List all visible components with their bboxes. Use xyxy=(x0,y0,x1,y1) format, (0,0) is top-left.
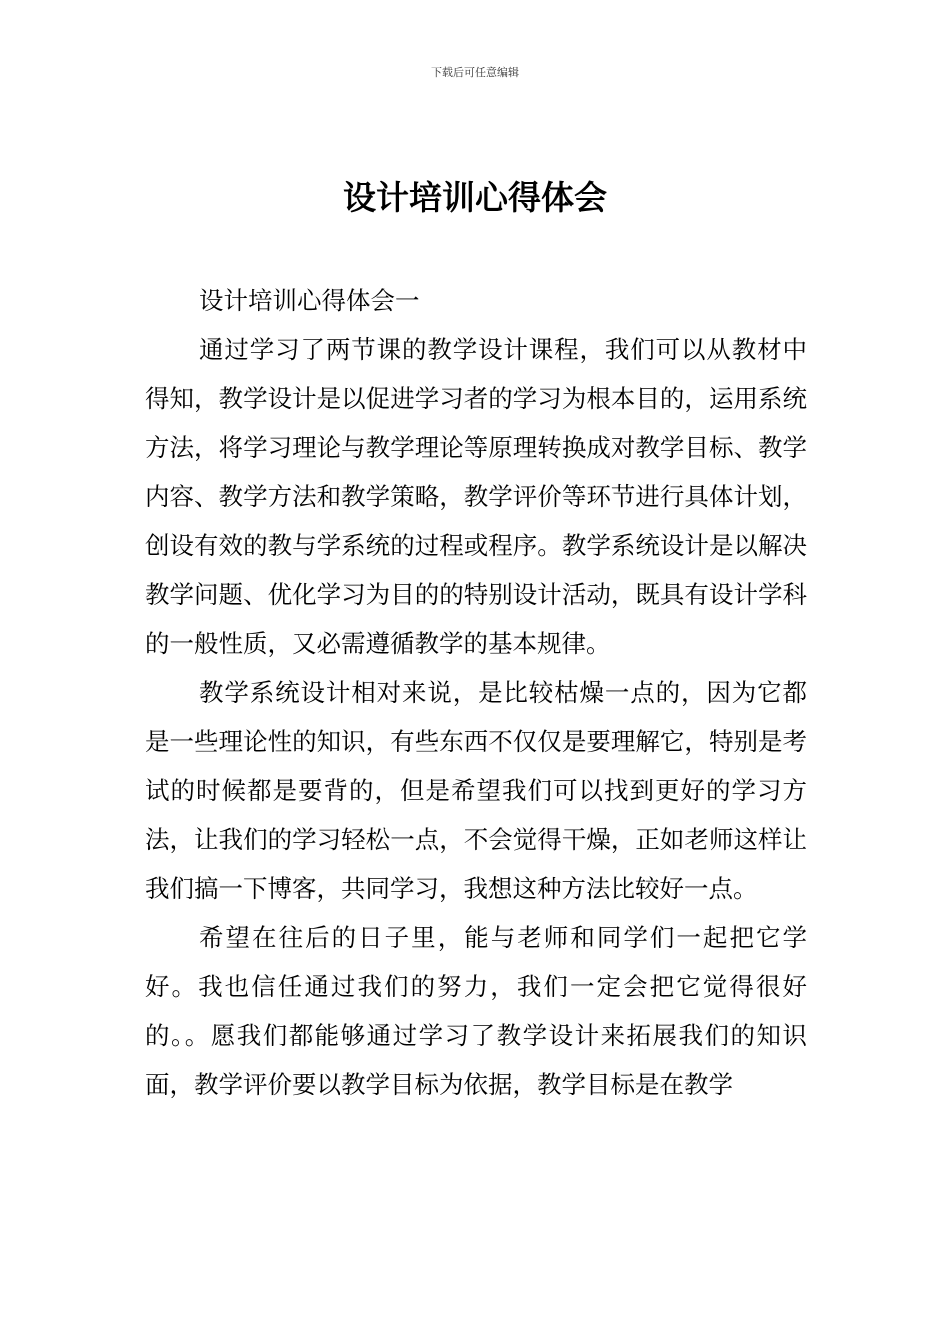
section-heading: 设计培训心得体会一 xyxy=(199,286,420,315)
paragraph-1: 通过学习了两节课的教学设计课程，我们可以从教材中得知，教学设计是以促进学习者的学习为根本目的，运用系统方法，将学习理论与教学理论等原理转换成对教学目标、教学内容、教学方法和教学策略，教学评价等环节进行具体计划，创设有效的教与学系统的过程或程序。教学系统设计是以解决教学问题、优化学习为目的的特别设计活动，既具有设计学科的一般性质，又必需遵循教学的基本规律。 xyxy=(145,335,807,658)
paragraph-2: 教学系统设计相对来说，是比较枯燥一点的，因为它都是一些理论性的知识，有些东西不仅仅是要理解它，特别是考试的时候都是要背的，但是希望我们可以找到更好的学习方法，让我们的学习轻松一点，不会觉得干燥，正如老师这样让我们搞一下博客，共同学习，我想这种方法比较好一点。 xyxy=(145,678,807,903)
document-title: 设计培训心得体会 xyxy=(343,178,607,217)
paragraph-3: 希望在往后的日子里，能与老师和同学们一起把它学好。我也信任通过我们的努力，我们一定会把它觉得很好的。。愿我们都能够通过学习了教学设计来拓展我们的知识面，教学评价要以教学目标为依据，教学目标是在教学 xyxy=(145,923,807,1099)
header-note: 下载后可任意编辑 xyxy=(431,66,519,79)
document-body xyxy=(145,276,807,1109)
